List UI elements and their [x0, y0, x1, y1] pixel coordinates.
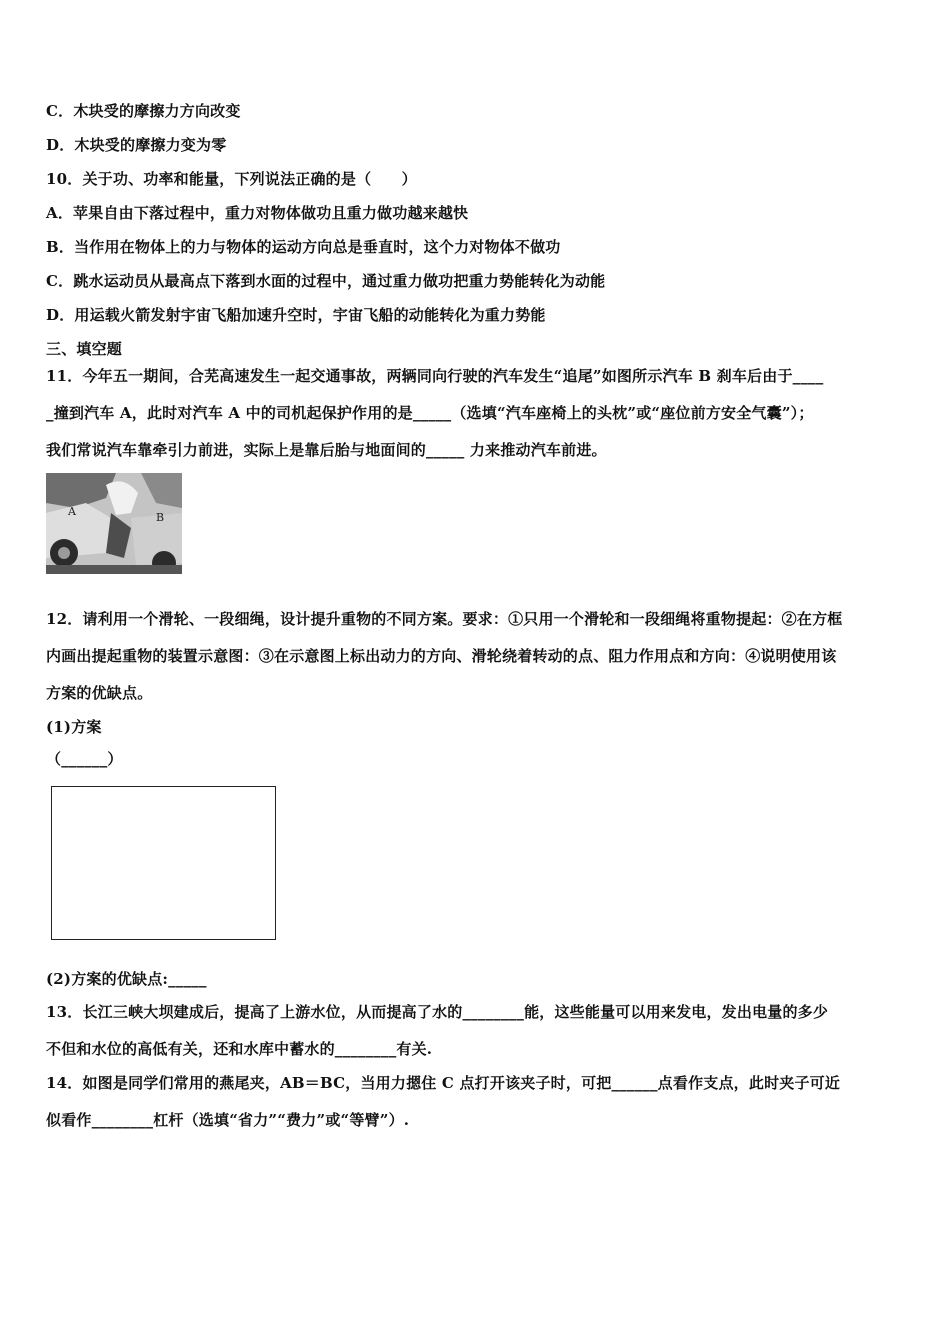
option-10c: C．跳水运动员从最高点下落到水面的过程中，通过重力做功把重力势能转化为动能 — [46, 272, 606, 290]
question-11-line2: _撞到汽车 A，此时对汽车 A 中的司机起保护作用的是_____（选填“汽车座椅上的头枕”或“座位前方安全气囊”）； — [46, 404, 814, 422]
question-14-line2: 似看作________杠杆（选填“省力”“费力”或“等臂”）. — [46, 1111, 410, 1129]
question-12-part1: (1)方案 — [46, 718, 102, 736]
section-heading: 三、填空题 — [46, 340, 123, 358]
question-13-line2: 不但和水位的高低有关，还和水库中蓄水的________有关. — [46, 1040, 433, 1058]
option-9d: D．木块受的摩擦力变为零 — [46, 136, 227, 154]
question-12-part2: (2)方案的优缺点:_____ — [46, 970, 207, 988]
option-10b: B．当作用在物体上的力与物体的运动方向总是垂直时，这个力对物体不做功 — [46, 238, 561, 256]
question-11-line1: 11．今年五一期间，合芜高速发生一起交通事故，两辆同向行驶的汽车发生“追尾”如图所示汽车 B 刹车后由于____ — [46, 367, 824, 385]
option-10d: D．用运载火箭发射宇宙飞船加速升空时，宇宙飞船的动能转化为重力势能 — [46, 306, 546, 324]
question-13-line1: 13．长江三峡大坝建成后，提高了上游水位，从而提高了水的________能，这些能量可以用来发电，发出电量的多少 — [46, 1003, 829, 1021]
question-12-line3: 方案的优缺点。 — [46, 684, 153, 702]
option-10a: A．苹果自由下落过程中，重力对物体做功且重力做功越来越快 — [46, 204, 469, 222]
answer-blank-12-1[interactable]: （______） — [46, 750, 123, 768]
question-14-line1: 14．如图是同学们常用的燕尾夹，AB＝BC，当用力摁住 C 点打开该夹子时，可把______点看作支点，此时夹子可近 — [46, 1074, 841, 1092]
drawing-box[interactable] — [51, 786, 276, 940]
question-12-line2: 内画出提起重物的装置示意图：③在示意图上标出动力的方向、滑轮绕着转动的点、阻力作用点和方向：④说明使用该 — [46, 647, 837, 665]
question-10-stem: 10．关于功、功率和能量，下列说法正确的是（ ） — [46, 170, 417, 188]
photo-label-a: A — [68, 505, 76, 518]
question-11-line3: 我们常说汽车靠牵引力前进，实际上是靠后胎与地面间的_____ 力来推动汽车前进。 — [46, 441, 607, 459]
question-12-line1: 12．请利用一个滑轮、一段细绳，设计提升重物的不同方案。要求：①只用一个滑轮和一段细绳将重物提起：②在方框 — [46, 610, 843, 628]
option-9c: C．木块受的摩擦力方向改变 — [46, 102, 241, 120]
photo-label-b: B — [156, 511, 165, 524]
accident-photo — [46, 473, 182, 574]
